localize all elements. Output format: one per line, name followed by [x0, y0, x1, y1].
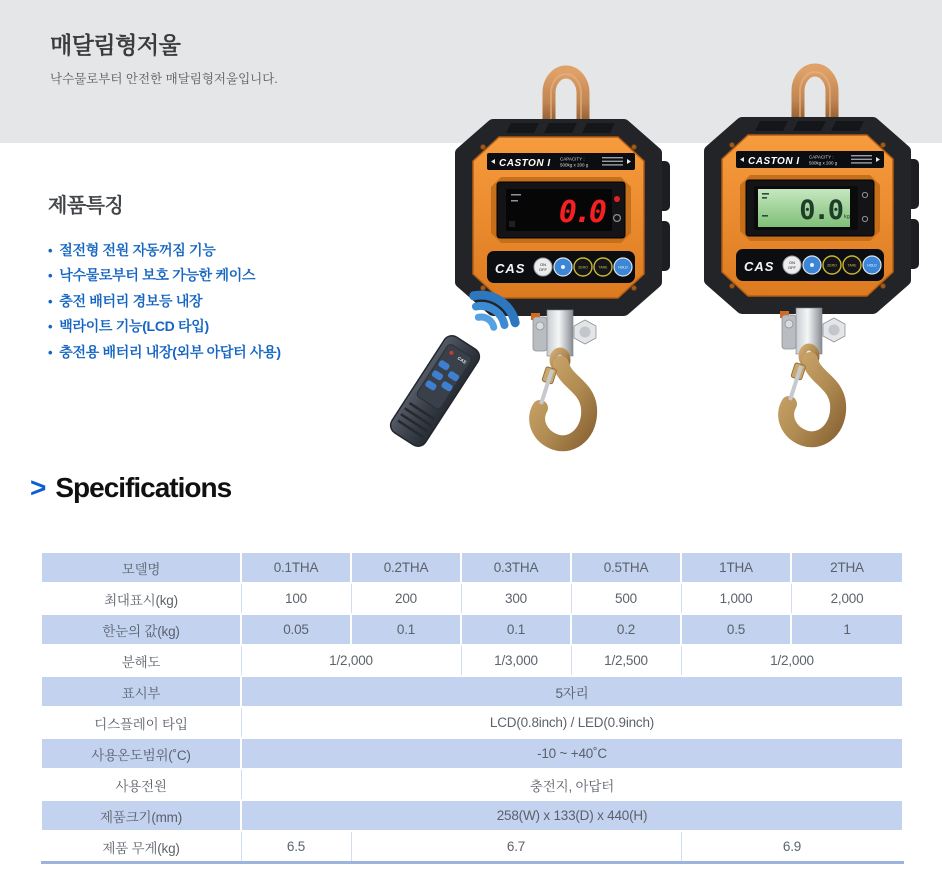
spec-cell: 1/3,000	[461, 645, 571, 676]
crane-scale-led-unit	[461, 72, 670, 443]
spec-cell: 0.5	[681, 614, 791, 645]
hook-icon	[537, 351, 589, 443]
spec-row-model	[41, 552, 903, 583]
spec-cell: 0.05	[241, 614, 351, 645]
svg-text:TARE: TARE	[847, 263, 857, 268]
spec-cell: 1,000	[681, 583, 791, 614]
brand-strip	[736, 151, 884, 168]
spec-row-temperature	[41, 738, 903, 769]
cas-logo: CAS	[744, 259, 775, 274]
body-ridge	[582, 123, 615, 133]
spec-row-display-type	[41, 707, 903, 738]
feature-item: • 절전형 전원 자동꺼짐 기능	[48, 242, 216, 258]
spec-row-label: 표시부	[41, 676, 241, 707]
power-led	[614, 196, 620, 202]
spec-row-division	[41, 614, 903, 645]
spec-cell: 0.1	[351, 614, 461, 645]
features-title: 제품특징	[48, 195, 124, 217]
spec-row-label: 사용전원	[41, 769, 241, 800]
svg-text:ZERO: ZERO	[578, 265, 588, 270]
brand-strip	[487, 153, 635, 170]
spec-cell: 1/2,000	[681, 645, 903, 676]
spec-cell: 200	[351, 583, 461, 614]
cas-logo: CAS	[495, 261, 526, 276]
spec-cell: 충전지, 아답터	[241, 769, 903, 800]
svg-text:HOLD: HOLD	[867, 263, 877, 268]
spec-row-resolution	[41, 645, 903, 676]
feature-item: • 충전용 배터리 내장(외부 아답터 사용)	[48, 343, 281, 360]
feature-item: • 백라이트 기능(LCD 타입)	[48, 318, 209, 335]
screw	[730, 143, 735, 148]
brand-label: CASTON I	[748, 156, 800, 167]
spec-table	[40, 551, 904, 864]
spec-table-wrap	[40, 551, 902, 864]
page-subtitle: 낙수물로부터 안전한 매달림형저울입니다.	[50, 72, 278, 86]
spec-cell: 0.5THA	[571, 552, 681, 583]
spec-cell: 0.3THA	[461, 552, 571, 583]
product-features-section	[48, 189, 428, 365]
svg-text:TARE: TARE	[598, 265, 608, 270]
spec-cell: 1/2,000	[241, 645, 461, 676]
capacity-value: 500kg x 200 g	[809, 160, 838, 166]
crane-scale-lcd-unit	[710, 70, 919, 439]
svg-text:ON: ON	[540, 262, 546, 267]
screw	[481, 286, 486, 291]
spec-row-label: 사용온도범위(˚C)	[41, 738, 241, 769]
screw	[881, 284, 886, 289]
body-ridge	[831, 121, 864, 131]
spec-cell: -10 ~ +40˚C	[241, 738, 903, 769]
spec-row-label: 제품크기(mm)	[41, 800, 241, 831]
bullet-icon: •	[48, 344, 53, 360]
bullet-icon: •	[48, 319, 53, 335]
svg-text:ZERO: ZERO	[827, 263, 837, 268]
header	[50, 32, 278, 87]
arrow-icon: >	[30, 472, 47, 503]
spec-cell: 5자리	[241, 676, 903, 707]
spec-cell: LCD(0.8inch) / LED(0.9inch)	[241, 707, 903, 738]
brand-label: CASTON I	[499, 158, 551, 169]
led-display	[491, 177, 631, 243]
bullet-icon: •	[48, 243, 53, 258]
features-list	[48, 238, 428, 365]
spec-row-label: 제품 무게(kg)	[41, 831, 241, 863]
spec-row-label: 분해도	[41, 645, 241, 676]
svg-text:OFF: OFF	[539, 267, 547, 272]
control-buttons	[487, 251, 635, 283]
spec-cell: 0.1	[461, 614, 571, 645]
remote-logo: CAS	[456, 355, 468, 365]
spec-cell: 6.5	[241, 831, 351, 863]
spec-row-display-digits	[41, 676, 903, 707]
spec-row-power	[41, 769, 903, 800]
svg-text:HOLD: HOLD	[618, 265, 628, 270]
shackle-icon	[549, 72, 583, 123]
spec-cell: 1/2,500	[571, 645, 681, 676]
spec-row-size	[41, 800, 903, 831]
spec-cell: 6.7	[351, 831, 681, 863]
spec-row-max-capacity	[41, 583, 903, 614]
spec-row-label: 모델명	[41, 552, 241, 583]
lcd-value: 0.0	[799, 195, 842, 226]
specifications-heading: > Specifications	[30, 472, 232, 503]
body-ridge	[544, 123, 577, 133]
spec-row-label: 디스플레이 타입	[41, 707, 241, 738]
screw	[632, 145, 637, 150]
lcd-display	[740, 175, 880, 241]
spec-cell: 500	[571, 583, 681, 614]
hook-icon	[786, 347, 838, 439]
screw	[730, 284, 735, 289]
page-title: 매달림형저울	[50, 32, 181, 58]
spec-cell: 1	[791, 614, 903, 645]
led-value: 0.0	[558, 195, 604, 230]
lcd-unit: kg	[844, 214, 850, 220]
control-buttons	[736, 249, 884, 281]
bullet-icon: •	[48, 268, 53, 284]
spec-cell: 0.2THA	[351, 552, 461, 583]
hook-assembly	[531, 310, 596, 443]
spec-cell: 2THA	[791, 552, 903, 583]
svg-text:OFF: OFF	[788, 265, 796, 270]
spec-cell: 0.1THA	[241, 552, 351, 583]
spec-cell: 1THA	[681, 552, 791, 583]
spec-row-weight	[41, 831, 903, 863]
hook-assembly	[780, 308, 845, 439]
screw	[881, 143, 886, 148]
spec-cell: 0.2	[571, 614, 681, 645]
capacity-value: 500kg x 200 g	[560, 162, 589, 168]
spec-cell: 100	[241, 583, 351, 614]
capacity-label: CAPACITY :	[560, 156, 585, 162]
capacity-label: CAPACITY :	[809, 154, 834, 160]
shackle-icon	[798, 70, 832, 121]
body-ridge	[793, 121, 826, 131]
screw	[632, 286, 637, 291]
spec-cell: 6.9	[681, 831, 903, 863]
body-ridge	[755, 121, 788, 131]
bullet-icon: •	[48, 293, 53, 309]
product-image	[380, 48, 942, 468]
spec-cell: 258(W) x 133(D) x 440(H)	[241, 800, 903, 831]
spec-cell: 300	[461, 583, 571, 614]
spec-row-label: 최대표시(kg)	[41, 583, 241, 614]
spec-row-label: 한눈의 값(kg)	[41, 614, 241, 645]
body-ridge	[506, 123, 539, 133]
svg-text:ON: ON	[789, 260, 795, 265]
feature-item: • 충전 배터리 경보등 내장	[48, 292, 203, 309]
feature-item: • 낙수물로부터 보호 가능한 케이스	[48, 267, 256, 284]
screw	[481, 145, 486, 150]
spec-cell: 2,000	[791, 583, 903, 614]
